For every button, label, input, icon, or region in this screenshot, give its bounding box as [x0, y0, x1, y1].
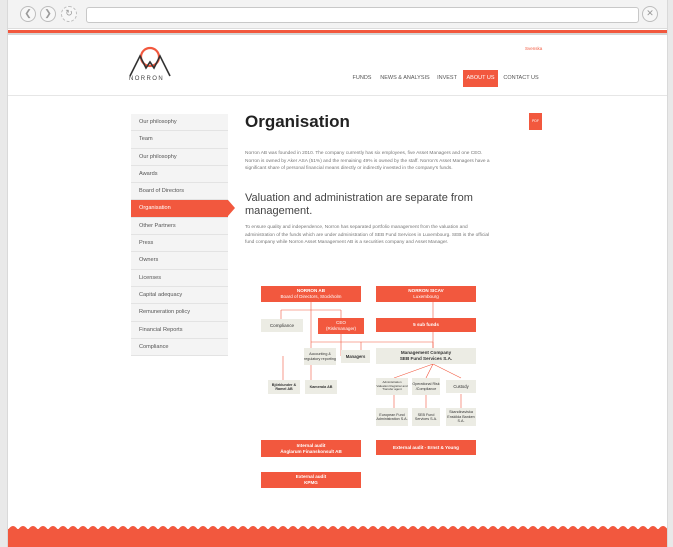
forward-icon[interactable]: ❯ — [40, 6, 56, 22]
sidebar-item-organisation[interactable]: Organisation — [131, 200, 228, 217]
site-footer — [8, 529, 667, 547]
sidebar-item-compliance[interactable]: Compliance — [131, 339, 228, 356]
nav-contact-us[interactable]: CONTACT US — [503, 75, 539, 81]
orgchart-norron-ab: NORRON AB Board of Directors, Stockholm — [261, 286, 361, 302]
back-icon[interactable]: ❮ — [20, 6, 36, 22]
nav-about-us[interactable]: ABOUT US — [463, 70, 498, 87]
orgchart-management-company: Management Company SEB Fund Services S.A. — [376, 348, 476, 364]
orgchart-accounting: Accounting & regulatory reporting — [304, 348, 336, 365]
orgchart-managers: Managers — [341, 350, 370, 363]
orgchart-administration: Administration Valuation Registrar and Transfer agent — [376, 378, 408, 395]
nav-news-analysis[interactable]: NEWS & ANALYSIS — [380, 75, 430, 81]
sidebar-item-our-philosophy-2[interactable]: Our philosophy — [131, 149, 228, 166]
sidebar-item-owners[interactable]: Owners — [131, 252, 228, 269]
sidebar-item-financial-reports[interactable]: Financial Reports — [131, 322, 228, 339]
nav-invest[interactable]: INVEST — [437, 75, 457, 81]
orgchart-norron-sicav: NORRON SICAV Luxembourg — [376, 286, 476, 302]
orgchart-internal-audit: Internal audit Änglarum Finanskonsult AB — [261, 440, 361, 457]
sidebar-item-licenses[interactable]: Licenses — [131, 270, 228, 287]
pdf-download-icon[interactable]: PDF — [529, 113, 542, 130]
orgchart-skandinaviska: Skandinaviska Enskilda Banken S.A. — [446, 408, 476, 426]
orgchart-seb-fund-services: SEB Fund Services S.A. — [412, 408, 440, 426]
orgchart-operational-risk: Operational Risk /Compliance — [412, 378, 440, 395]
orgchart-connectors — [8, 0, 667, 547]
orgchart-custody: Custody — [446, 380, 476, 393]
close-icon[interactable]: ✕ — [642, 6, 658, 22]
sidebar-item-awards[interactable]: Awards — [131, 166, 228, 183]
page-title: Organisation — [245, 112, 350, 131]
orgchart-external-audit-ey: External audit - Ernst & Young — [376, 440, 476, 455]
orgchart-sub-funds: 5 sub funds — [376, 318, 476, 332]
orgchart-kamerala: Kamerala AB — [305, 380, 337, 394]
browser-window — [7, 0, 668, 547]
logo-text: NORRON — [129, 76, 165, 82]
intro-paragraph: Norron AB was founded in 2010. The company currently has six employees, five Asset Managers and one CEO. Norron is owned by Aker ASA (51%) and the remaining 49% is owned by the staff. Norron's Asset Managers have a significant share of personal financial means directly or indirectly invested in the company's funds. — [245, 151, 490, 171]
sidebar-item-our-philosophy[interactable]: Our philosophy — [131, 114, 228, 131]
sidebar-item-other-partners[interactable]: Other Partners — [131, 218, 228, 235]
orgchart-european-fund: European Fund Administration S.A. — [376, 408, 408, 426]
body-paragraph: To ensure quality and independence, Norron has separated portfolio management from the valuation and administration of the funds which are under administration of SEB Fund Services in Luxembourg. SEB is the official fund company while Norron Asset Management AB is a securities company and Asset Manager. — [245, 225, 490, 245]
sidebar-item-press[interactable]: Press — [131, 235, 228, 252]
orgchart-compliance: Compliance — [261, 319, 303, 332]
sidebar-item-team[interactable]: Team — [131, 131, 228, 148]
language-link[interactable]: Svenska — [525, 46, 543, 51]
orgchart-bjorklunder: Björklunder & Ramel AB — [268, 380, 300, 394]
sidebar-item-capital-adequacy[interactable]: Capital adequacy — [131, 287, 228, 304]
orgchart-external-audit-kpmg: External audit KPMG — [261, 472, 361, 488]
sidebar-item-remuneration[interactable]: Remuneration policy — [131, 304, 228, 321]
sidebar-item-board[interactable]: Board of Directors — [131, 183, 228, 200]
section-heading: Valuation and administration are separate from management. — [245, 192, 473, 217]
nav-funds[interactable]: FUNDS — [352, 75, 372, 81]
reload-icon[interactable]: ↻ — [61, 6, 77, 22]
orgchart-ceo: CEO (Riskmanager) — [318, 318, 364, 334]
